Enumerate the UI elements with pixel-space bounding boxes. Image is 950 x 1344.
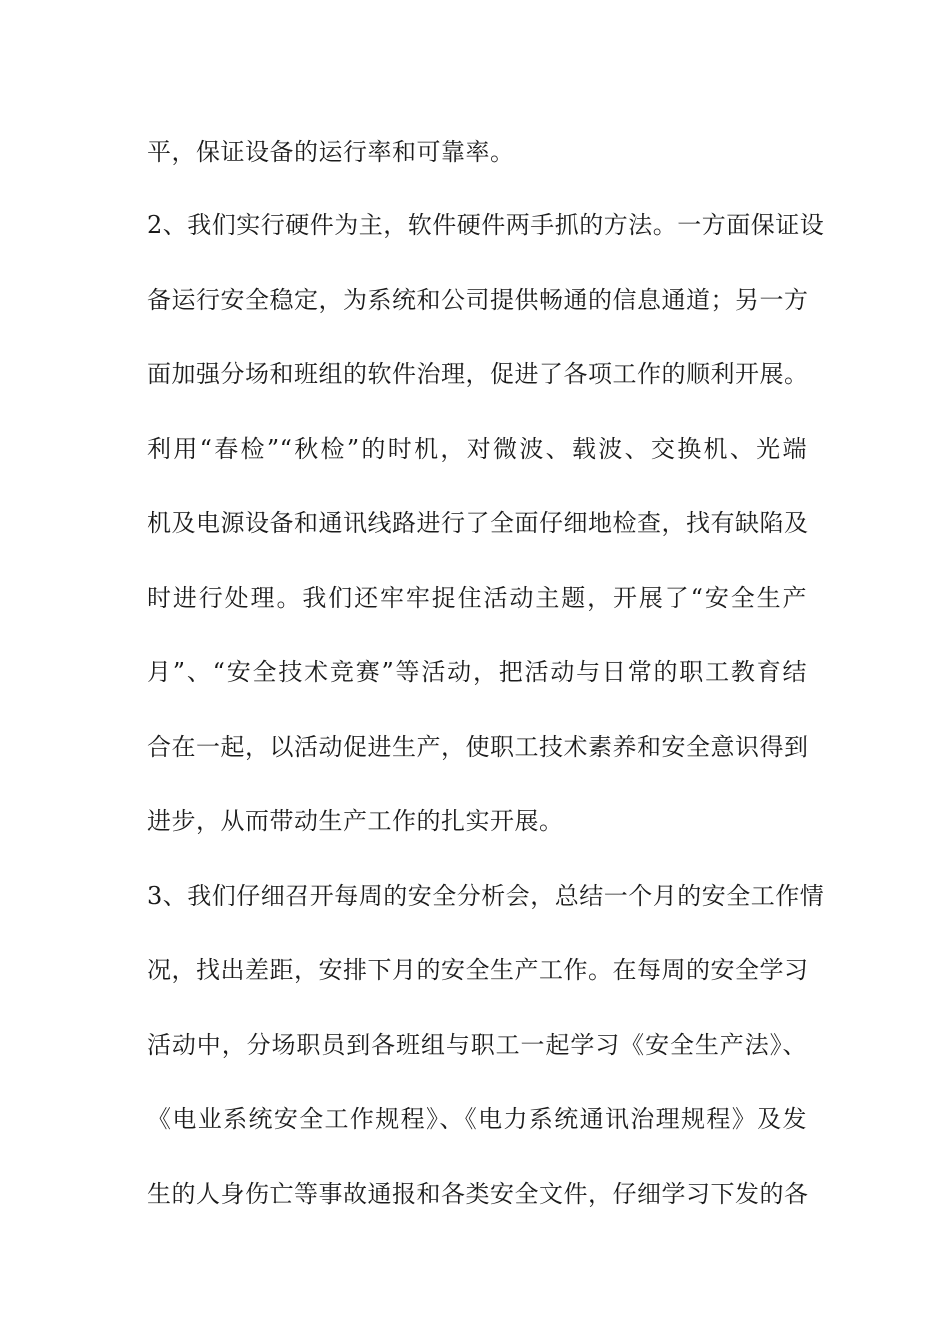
text-line: 利用“春检”“秋检”的时机，对微波、载波、交换机、光端 <box>147 435 807 463</box>
text-line: 平，保证设备的运行率和可靠率。 <box>147 138 515 166</box>
text-line: 3、我们仔细召开每周的安全分析会，总结一个月的安全工作情 <box>147 882 825 910</box>
text-line: 2、我们实行硬件为主，软件硬件两手抓的方法。一方面保证设 <box>147 211 825 239</box>
text-line: 月”、“安全技术竞赛”等活动，把活动与日常的职工教育结 <box>147 658 807 686</box>
text-line: 况，找出差距，安排下月的安全生产工作。在每周的安全学习 <box>147 956 809 984</box>
text-line: 机及电源设备和通讯线路进行了全面仔细地检查，找有缺陷及 <box>147 509 809 537</box>
text-line: 备运行安全稳定，为系统和公司提供畅通的信息通道；另一方 <box>147 286 809 314</box>
text-line: 合在一起，以活动促进生产，使职工技术素养和安全意识得到 <box>147 733 809 761</box>
text-line: 活动中，分场职员到各班组与职工一起学习《安全生产法》、 <box>147 1031 807 1059</box>
text-line: 进步，从而带动生产工作的扎实开展。 <box>147 807 564 835</box>
text-line: 面加强分场和班组的软件治理，促进了各项工作的顺利开展。 <box>147 360 809 388</box>
text-line: 《电业系统安全工作规程》、《电力系统通讯治理规程》及发 <box>147 1105 807 1133</box>
text-line: 时进行处理。我们还牢牢捉住活动主题，开展了“安全生产 <box>147 584 807 612</box>
text-line: 生的人身伤亡等事故通报和各类安全文件，仔细学习下发的各 <box>147 1180 809 1208</box>
